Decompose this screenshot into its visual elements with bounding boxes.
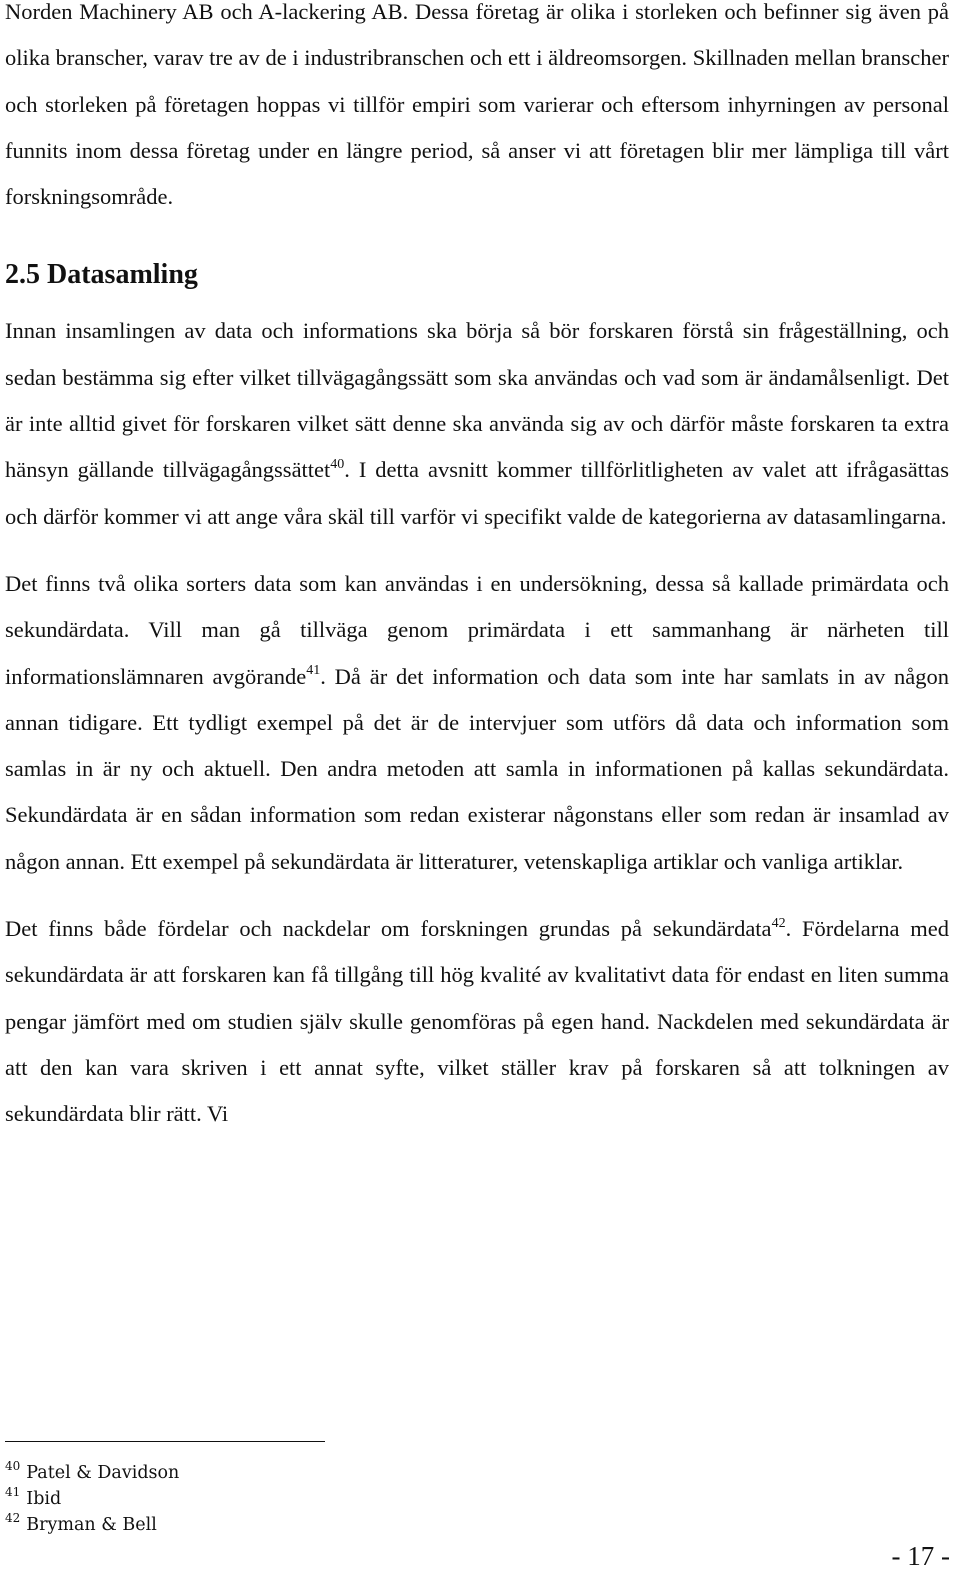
section-paragraph-1 xyxy=(5,308,949,539)
footnotes xyxy=(5,1460,179,1538)
paragraph-text: . Fördelarna med sekundärdata är att forskaren kan få tillgång till hög kvalité av kvalitativt data för endast en liten summa pengar jämfört med om studien själv skulle genomföras på egen hand. Nackdelen med sekundärdata är att den kan vara skriven i ett annat syfte, vilket ställer krav på forskaren så att tolkningen av sekundärdata blir rätt. Vi xyxy=(5,916,949,1127)
footnote-item xyxy=(5,1460,179,1486)
footnote-item xyxy=(5,1486,179,1512)
footnote-text: Bryman & Bell xyxy=(26,1515,157,1535)
footnote-ref[interactable]: 40 xyxy=(330,456,345,472)
footnote-number: 41 xyxy=(5,1485,21,1500)
paragraph-text: Det finns både fördelar och nackdelar om forskningen grundas på sekundärdata xyxy=(5,916,772,942)
paragraph-text: Det finns två olika sorters data som kan användas i en undersökning, dessa så kallade primärdata och sekundärdata. Vill man gå tillväga genom primärdata i ett sammanhang är närheten till informationslämnaren avgörande xyxy=(5,570,949,689)
document-page xyxy=(5,0,949,1138)
section-paragraph-2 xyxy=(5,561,949,885)
intro-paragraph: Norden Machinery AB och A-lackering AB. Dessa företag är olika i storleken och befinner sig även på olika branscher, varav tre av de i industribranschen och ett i äldreomsorgen. Skillnaden mellan branscher och storleken på företagen hoppas vi tillför empiri som varierar och eftersom inhyrningen av personal funnits inom dessa företag under en längre period, så anser vi att företagen blir mer lämpliga till vårt forskningsområde. xyxy=(5,0,949,210)
paragraph-text: . Då är det information och data som inte har samlats in av någon annan tidigare. Ett tydligt exempel på det är de intervjuer som utförs då data och information som samlas in är ny och aktuell. Den andra metoden att samla in informationen på kallas sekundärdata. Sekundärdata är en sådan information som redan existerar någonstans eller som redan är insamlad av någon annan. Ett exempel på sekundärdata är litteraturer, vetenskapliga artiklar och vanliga artiklar. xyxy=(5,663,949,874)
paragraph-text: . I detta avsnitt kommer tillförlitligheten av valet att ifrågasättas och därför kommer vi att ange våra skäl till varför vi specifikt valde de kategorierna av datasamlingarna. xyxy=(5,457,949,529)
section-heading xyxy=(5,258,949,292)
footnote-ref[interactable]: 42 xyxy=(771,915,786,931)
paragraph-text: Innan insamlingen av data och informations ska börja så bör forskaren förstå sin frågeställning, och sedan bestämma sig efter vilket tillvägagångssätt som ska användas och vad som är ändamålsenligt. Det är inte alltid givet för forskaren vilket sätt denne ska använda sig av och därför måste forskaren ta extra hänsyn gällande tillvägagångssättet xyxy=(5,318,949,483)
footnote-ref[interactable]: 41 xyxy=(306,663,321,679)
section-paragraph-3 xyxy=(5,906,949,1137)
footnote-item xyxy=(5,1512,179,1538)
section-number: 2.5 xyxy=(5,259,40,291)
footnote-number: 42 xyxy=(5,1511,21,1526)
footnote-text: Ibid xyxy=(26,1489,62,1509)
page-number: - 17 - xyxy=(891,1541,950,1571)
section-title: Datasamling xyxy=(47,259,198,291)
footnote-number: 40 xyxy=(5,1459,21,1474)
footnote-divider xyxy=(5,1441,325,1442)
footnote-text: Patel & Davidson xyxy=(26,1463,180,1483)
